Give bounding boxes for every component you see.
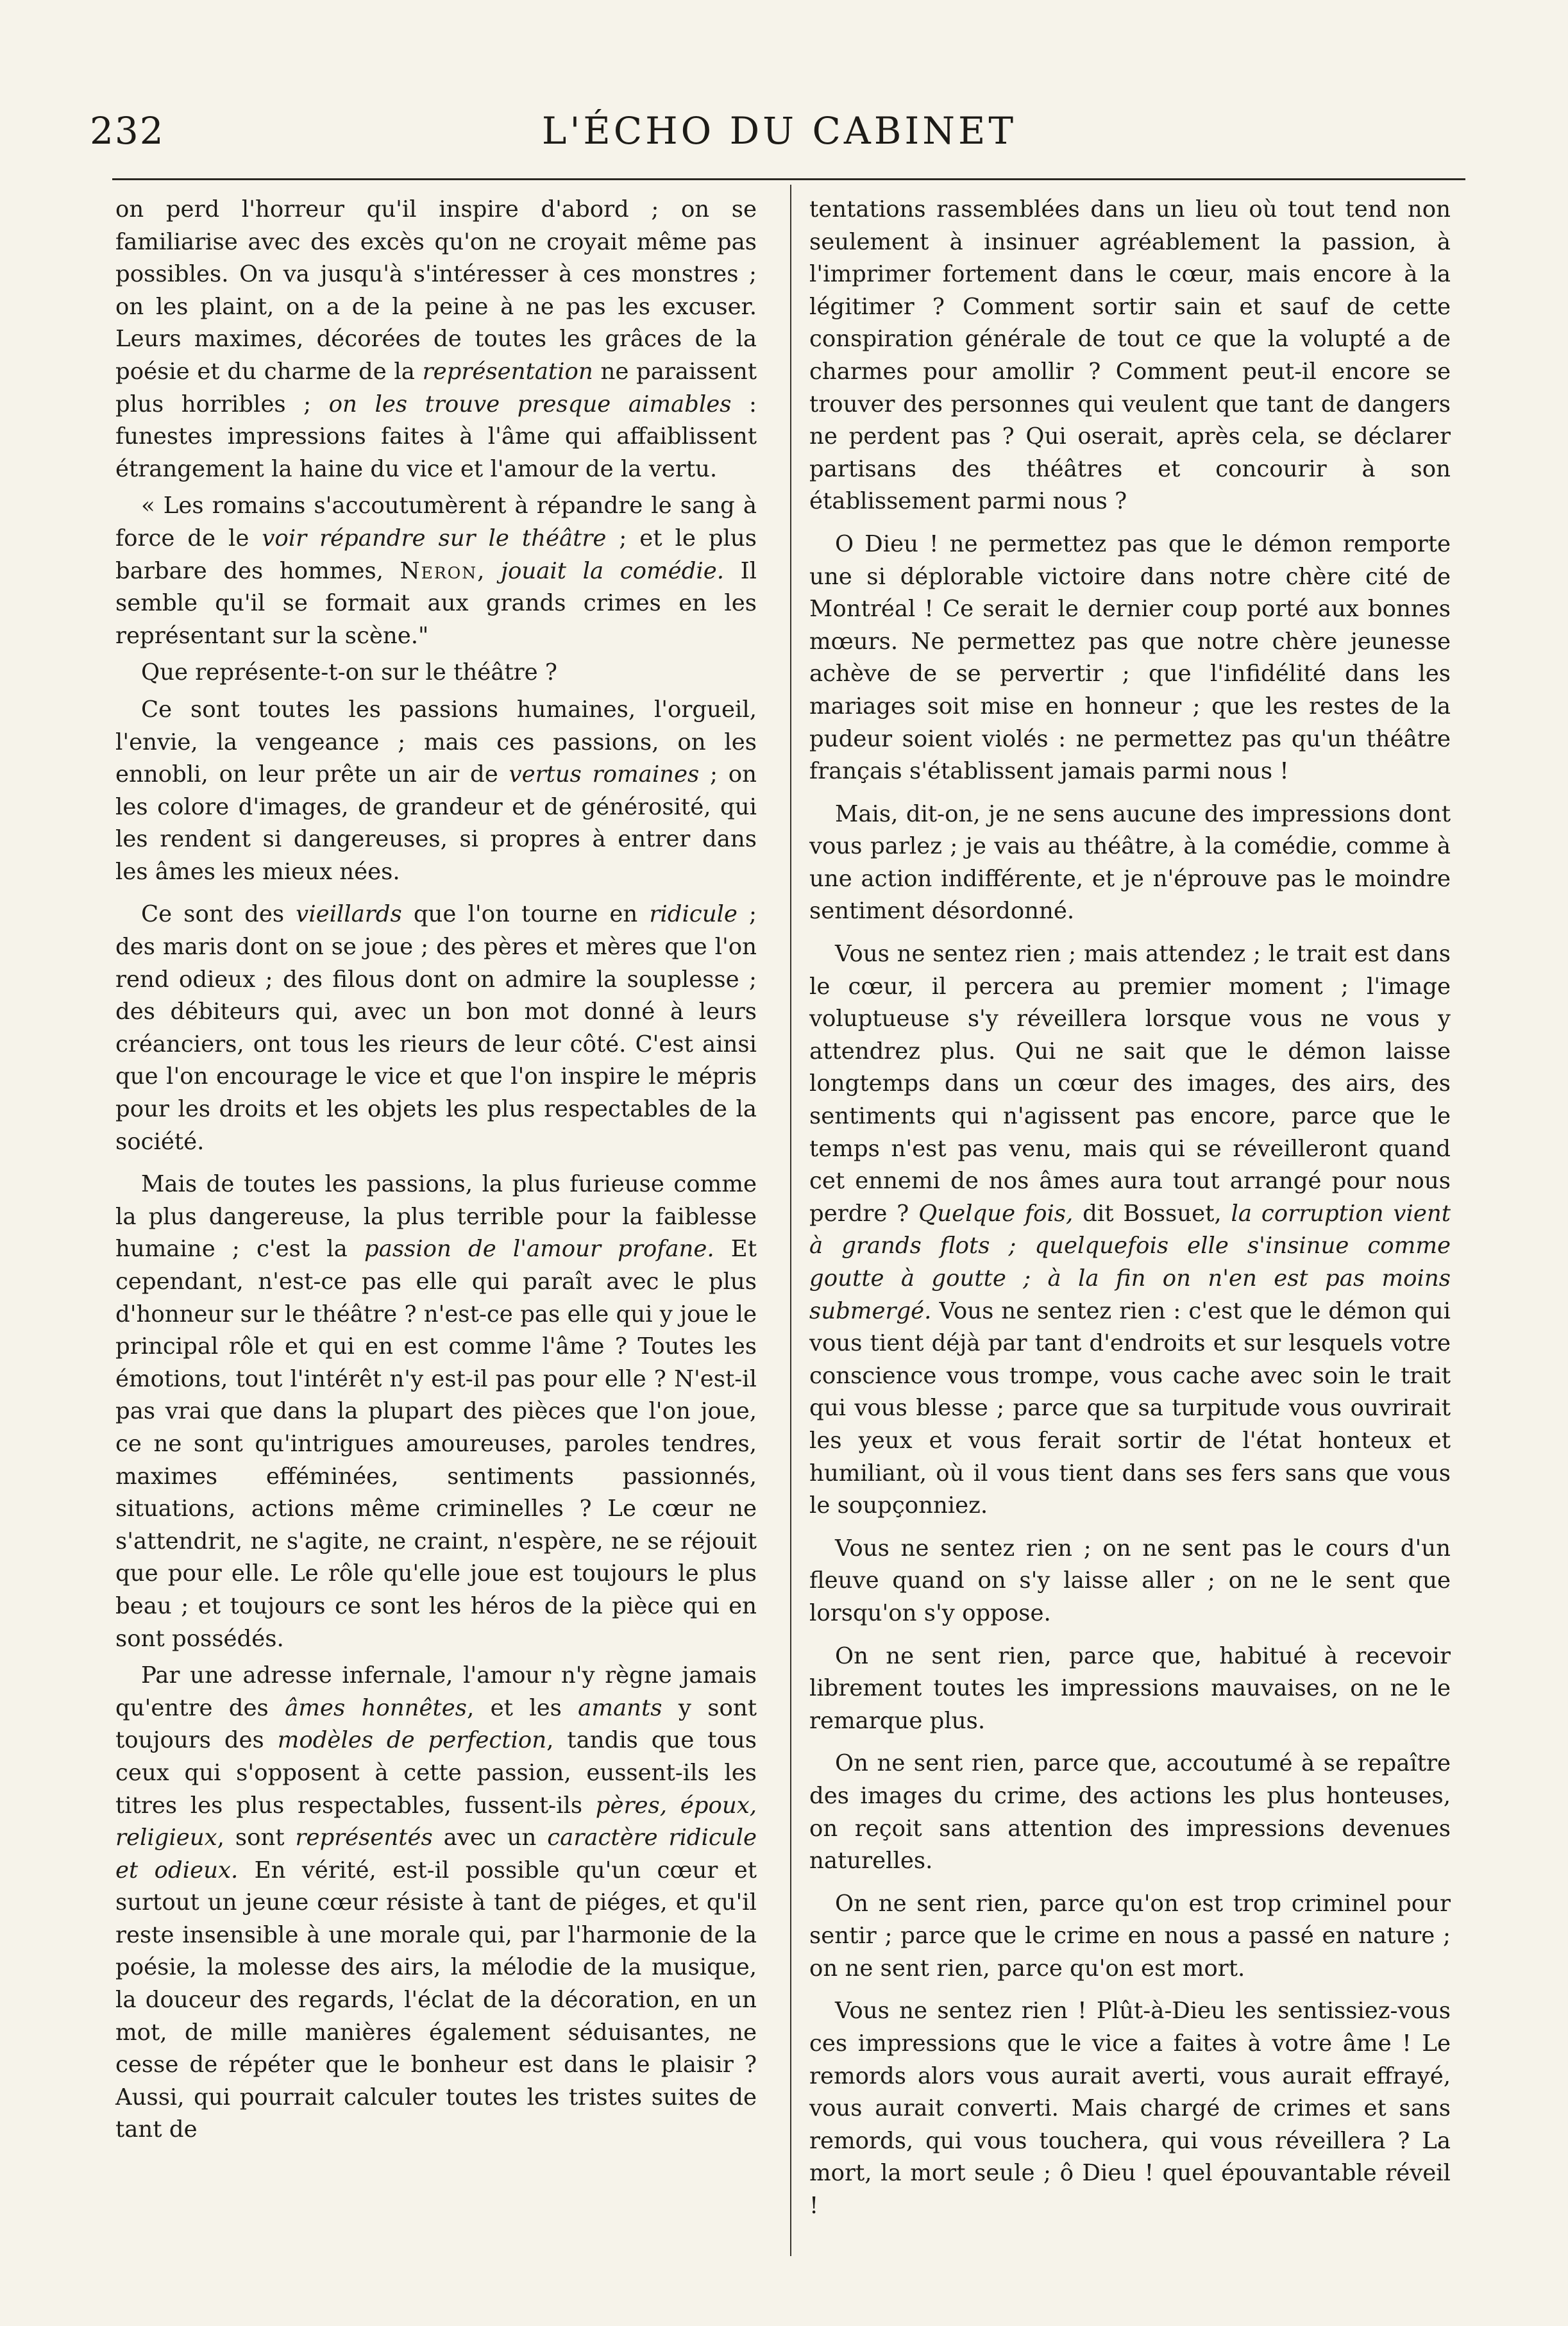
paragraph: Mais de toutes les passions, la plus furieuse comme la plus dangereuse, la plus terrible pour la faiblesse humaine ; c'est la passion de l'amour profane. Et cependant, n'est-ce pas elle qui paraît avec le plus d'honneur sur le théâtre ? n'est-ce pas elle qui y joue le principal rôle et qui en est comme l'âme ? Toutes les émotions, tout l'intérêt n'y est-il pas pour elle ? N'est-il pas vrai que dans la plupart des pièces que l'on joue, ce ne sont qu'intrigues amoureuses, paroles tendres, maximes efféminées, sentiments passionnés, situations, actions même criminelles ? Le cœur ne s'attendrit, ne s'agite, ne craint, n'espère, ne se réjouit que pour elle. Le rôle qu'elle joue est toujours le plus beau ; et toujours ce sont les héros de la pièce qui en sont possédés.	[115, 1171, 757, 1652]
paragraph: On ne sent rien, parce qu'on est trop criminel pour sentir ; parce que le crime en nous a passé en nature ; on ne sent rien, parce qu'on est mort.	[809, 1890, 1451, 1982]
paragraph: O Dieu ! ne permettez pas que le démon remporte une si déplorable victoire dans notre chère cité de Montréal ! Ce serait le dernier coup porté aux bonnes mœurs. Ne permettez pas que notre chère jeunesse achève de se pervertir ; que l'infidélité dans les mariages soit mise en honneur ; que les restes de la pudeur soient violés : ne permettez pas qu'un théâtre français s'établissent jamais parmi nous !	[809, 530, 1451, 785]
column-divider	[790, 185, 791, 2256]
paragraph: On ne sent rien, parce que, habitué à recevoir librement toutes les impressions mauvaises, on ne le remarque plus.	[809, 1642, 1451, 1734]
paragraph: Ce sont toutes les passions humaines, l'orgueil, l'envie, la vengeance ; mais ces passions, on les ennobli, on leur prête un air de vertus romaines ; on les colore d'images, de grandeur et de générosité, qui les rendent si dangereuses, si propres à entrer dans les âmes les mieux nées.	[115, 696, 757, 885]
right-column	[809, 194, 1451, 2227]
paragraph: Vous ne sentez rien ! Plût-à-Dieu les sentissiez-vous ces impressions que le vice a faites à votre âme ! Le remords alors vous aurait averti, vous aurait effrayé, vous aurait converti. Mais chargé de crimes et sans remords, qui vous touchera, qui vous réveillera ? La mort, la mort seule ; ô Dieu ! quel épouvantable réveil !	[809, 1998, 1451, 2220]
header-rule	[112, 178, 1465, 180]
paragraph: Mais, dit-on, je ne sens aucune des impressions dont vous parlez ; je vais au théâtre, à la comédie, comme à une action indifférente, et je n'éprouve pas le moindre sentiment désordonné.	[809, 800, 1451, 925]
paragraph: « Les romains s'accoutumèrent à répandre le sang à force de le voir répandre sur le théâtre ; et le plus barbare des hommes, Neron, jouait la comédie. Il semble qu'il se formait aux grands crimes en les représentant sur la scène."	[115, 493, 757, 649]
page-number: 232	[90, 109, 165, 153]
paragraph: on perd l'horreur qu'il inspire d'abord ; on se familiarise avec des excès qu'on ne croyait même pas possibles. On va jusqu'à s'intéresser à ces monstres ; on les plaint, on a de la peine à ne pas les excuser. Leurs maximes, décorées de toutes les grâces de la poésie et du charme de la représentation ne paraissent plus horribles ; on les trouve presque aimables : funestes impressions faites à l'âme qui affaiblissent étrangement la haine du vice et l'amour de la vertu.	[115, 196, 757, 482]
paragraph: Vous ne sentez rien ; mais attendez ; le trait est dans le cœur, il percera au premier moment ; l'image voluptueuse s'y réveillera lorsque vous ne vous y attendrez plus. Qui ne sait que le démon laisse longtemps dans un cœur des images, des airs, des sentiments qui n'agissent pas encore, parce que le temps n'est pas venu, mais qui se réveilleront quand cet ennemi de nos âmes aura tout arrangé pour nous perdre ? Quelque fois, dit Bossuet, la corruption vient à grands flots ; quelquefois elle s'insinue comme goutte à goutte ; à la fin on n'en est pas moins submergé. Vous ne sentez rien : c'est que le démon qui vous tient déjà par tant d'endroits et sur lesquels votre conscience vous trompe, vous cache avec soin le trait qui vous blesse ; parce que sa turpitude vous ouvrirait les yeux et vous ferait sortir de l'état honteux et humiliant, où il vous tient dans ses fers sans que vous le soupçonniez.	[809, 941, 1451, 1519]
paragraph: tentations rassemblées dans un lieu où tout tend non seulement à insinuer agréablement la passion, à l'imprimer fortement dans le cœur, mais encore à la légitimer ? Comment sortir sain et sauf de cette conspiration générale de tout ce que la volupté a de charmes pour amollir ? Comment peut-il encore se trouver des personnes qui veulent que tant de dangers ne perdent pas ? Qui oserait, après cela, se déclarer partisans des théâtres et concourir à son établissement parmi nous ?	[809, 196, 1451, 515]
paragraph: Par une adresse infernale, l'amour n'y règne jamais qu'entre des âmes honnêtes, et les amants y sont toujours des modèles de perfection, tandis que tous ceux qui s'opposent à cette passion, eussent-ils les titres les plus respectables, fussent-ils pères, époux, religieux, sont représentés avec un caractère ridicule et odieux. En vérité, est-il possible qu'un cœur et surtout un jeune cœur résiste à tant de piéges, et qu'il reste insensible à une morale qui, par l'harmonie de la poésie, la molesse des airs, la mélodie de la musique, la douceur des regards, l'éclat de la décoration, en un mot, de mille manières également séduisantes, ne cesse de répéter que le bonheur est dans le plaisir ? Aussi, qui pourrait calculer toutes les tristes suites de tant de	[115, 1662, 757, 2143]
running-title: L'ÉCHO DU CABINET	[541, 109, 1017, 153]
paragraph: Que représente-t-on sur le théâtre ?	[141, 659, 557, 686]
paragraph: Vous ne sentez rien ; on ne sent pas le cours d'un fleuve quand on s'y laisse aller ; on ne le sent que lorsqu'on s'y oppose.	[809, 1535, 1451, 1626]
paragraph: On ne sent rien, parce que, accoutumé à se repaître des images du crime, des actions les plus honteuses, on reçoit sans attention des impressions devenues naturelles.	[809, 1750, 1451, 1875]
left-column	[115, 194, 757, 2151]
paragraph: Ce sont des vieillards que l'on tourne en ridicule ; des maris dont on se joue ; des pères et mères que l'on rend odieux ; des filous dont on admire la souplesse ; des débiteurs qui, avec un bon mot donné à leurs créanciers, ont tous les rieurs de leur côté. C'est ainsi que l'on encourage le vice et que l'on inspire le mépris pour les droits et les objets les plus respectables de la société.	[115, 901, 757, 1155]
page-header	[90, 109, 1469, 186]
